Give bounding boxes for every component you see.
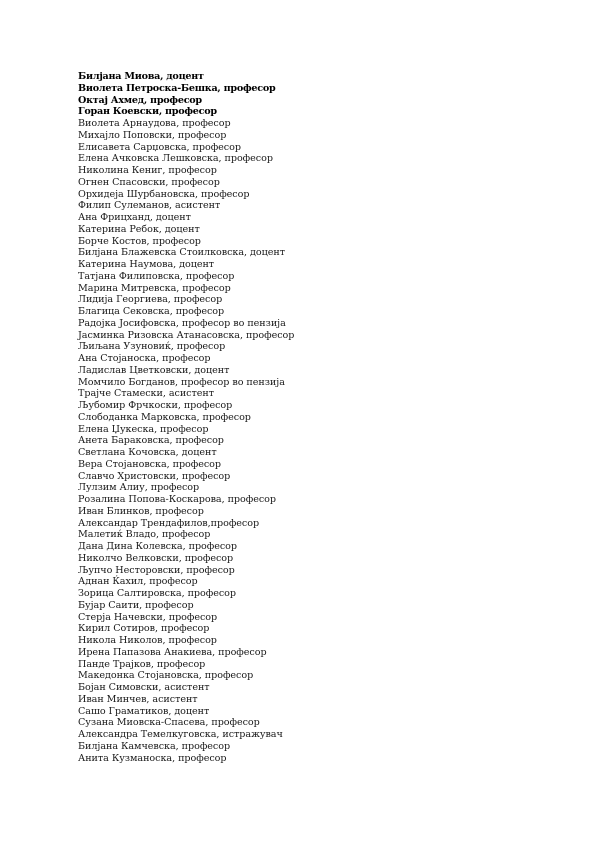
signatory-entry: Малетиќ Владо, професор [78, 529, 211, 541]
signatory-entry: Николчо Велковски, професор [78, 552, 234, 564]
signatory-entry: Елисавета Сарџовска, професор [78, 141, 241, 153]
signatory-entry: Ана Фрицханд, доцент [78, 212, 191, 223]
signatory-entry: Елена Џукеска, професор [78, 423, 209, 435]
signatory-entry: Панде Трајков, професор [78, 658, 206, 670]
signatory-entry: Михајло Поповски, професор [78, 129, 227, 141]
signatory-entry: Слободанка Марковска, професор [78, 411, 251, 423]
signatory-entry: Катерина Наумова, доцент [78, 259, 215, 270]
signatory-entry: Николина Кениг, професор [78, 165, 217, 176]
signatory-entry: Лидија Георгиева, професор [78, 294, 223, 306]
signatory-entry: Горан Коевски, професор [78, 106, 217, 118]
signatory-entry: Филип Сулеманов, асистент [78, 200, 221, 212]
signatory-entry: Јасминка Ризовска Атанасовска, професор [78, 329, 295, 341]
signatory-entry: Момчило Богданов, професор во пензија [78, 376, 285, 388]
signatory-entry: Ладислав Цветковски, доцент [78, 364, 230, 376]
signatory-entry: Кирил Сотиров, професор [78, 623, 210, 635]
signatory-entry: Стерја Начевски, професор [78, 611, 218, 623]
signatory-entry: Орхидеја Шурбановска, професор [78, 188, 250, 200]
signatory-entry: Македонка Стојановска, професор [78, 670, 254, 682]
signatory-entry: Љубомир Фрчкоски, професор [78, 400, 233, 411]
signatory-entry: Вера Стојановска, професор [78, 458, 222, 470]
signatory-entry: Виолета Петроска-Бешка, професор [78, 82, 276, 94]
signatory-entry: Зорица Салтировска, професор [78, 588, 236, 599]
signatory-entry: Елена Ачковска Лешковска, професор [78, 153, 273, 165]
signatory-entry: Розалина Попова-Коскарова, професор [78, 494, 276, 505]
signatory-entry: Билјана Блажевска Стоилковска, доцент [78, 247, 285, 259]
signatory-entry: Трајче Стамески, асистент [78, 388, 214, 400]
signatory-entry: Радојка Јосифовска, професор во пензија [78, 317, 286, 329]
signatory-entry: Иван Минчев, асистент [78, 693, 198, 705]
signatory-entry: Иван Блинков, професор [78, 505, 204, 517]
signatory-entry: Александра Темелкуговска, истражувач [78, 729, 283, 740]
signatory-entry: Марина Митревска, професор [78, 282, 231, 294]
signatory-entry: Анета Бараковска, професор [78, 435, 224, 447]
signatory-entry: Бујар Саити, професор [78, 599, 194, 611]
signatory-entry: Октај Ахмед, професор [78, 94, 202, 106]
signatory-entry: Ана Стојаноска, професор [78, 353, 211, 364]
signatory-entry: Билјана Камчевска, професор [78, 740, 231, 752]
signatory-entry: Билјана Миова, доцент [78, 71, 204, 82]
signatory-entry: Виолета Арнаудова, професор [78, 118, 231, 129]
signatory-entry: Ирена Папазова Анакиева, професор [78, 646, 267, 658]
signatory-entry: Анита Кузманоска, професор [78, 752, 227, 764]
signatory-entry: Аднан Ќахил, професор [78, 576, 198, 588]
signatory-entry: Катерина Ребок, доцент [78, 223, 200, 235]
signatory-entry: Љиљана Узуновиќ, професор [78, 341, 226, 353]
signatory-entry: Огнен Спасовски, професор [78, 176, 220, 188]
signatory-entry: Славчо Христовски, професор [78, 470, 231, 482]
signatory-entry: Борче Костов, професор [78, 235, 201, 247]
signatory-entry: Дана Дина Колевска, професор [78, 541, 237, 552]
signatory-entry: Сузана Миовска-Спасева, професор [78, 717, 260, 729]
signatory-list [78, 71, 294, 764]
signatory-entry: Светлана Кочовска, доцент [78, 447, 217, 458]
signatory-entry: Бојан Симовски, асистент [78, 682, 210, 693]
signatory-entry: Љупчо Несторовски, професор [78, 564, 235, 576]
signatory-entry: Никола Николов, професор [78, 635, 217, 646]
signatory-entry: Сашо Граматиков, доцент [78, 705, 210, 717]
signatory-entry: Лулзим Алиу, професор [78, 482, 200, 494]
signatory-entry: Татјана Филиповска, професор [78, 270, 235, 282]
signatory-entry: Благица Сековска, професор [78, 306, 225, 317]
signatory-entry: Александар Трендафилов,професор [78, 517, 260, 529]
